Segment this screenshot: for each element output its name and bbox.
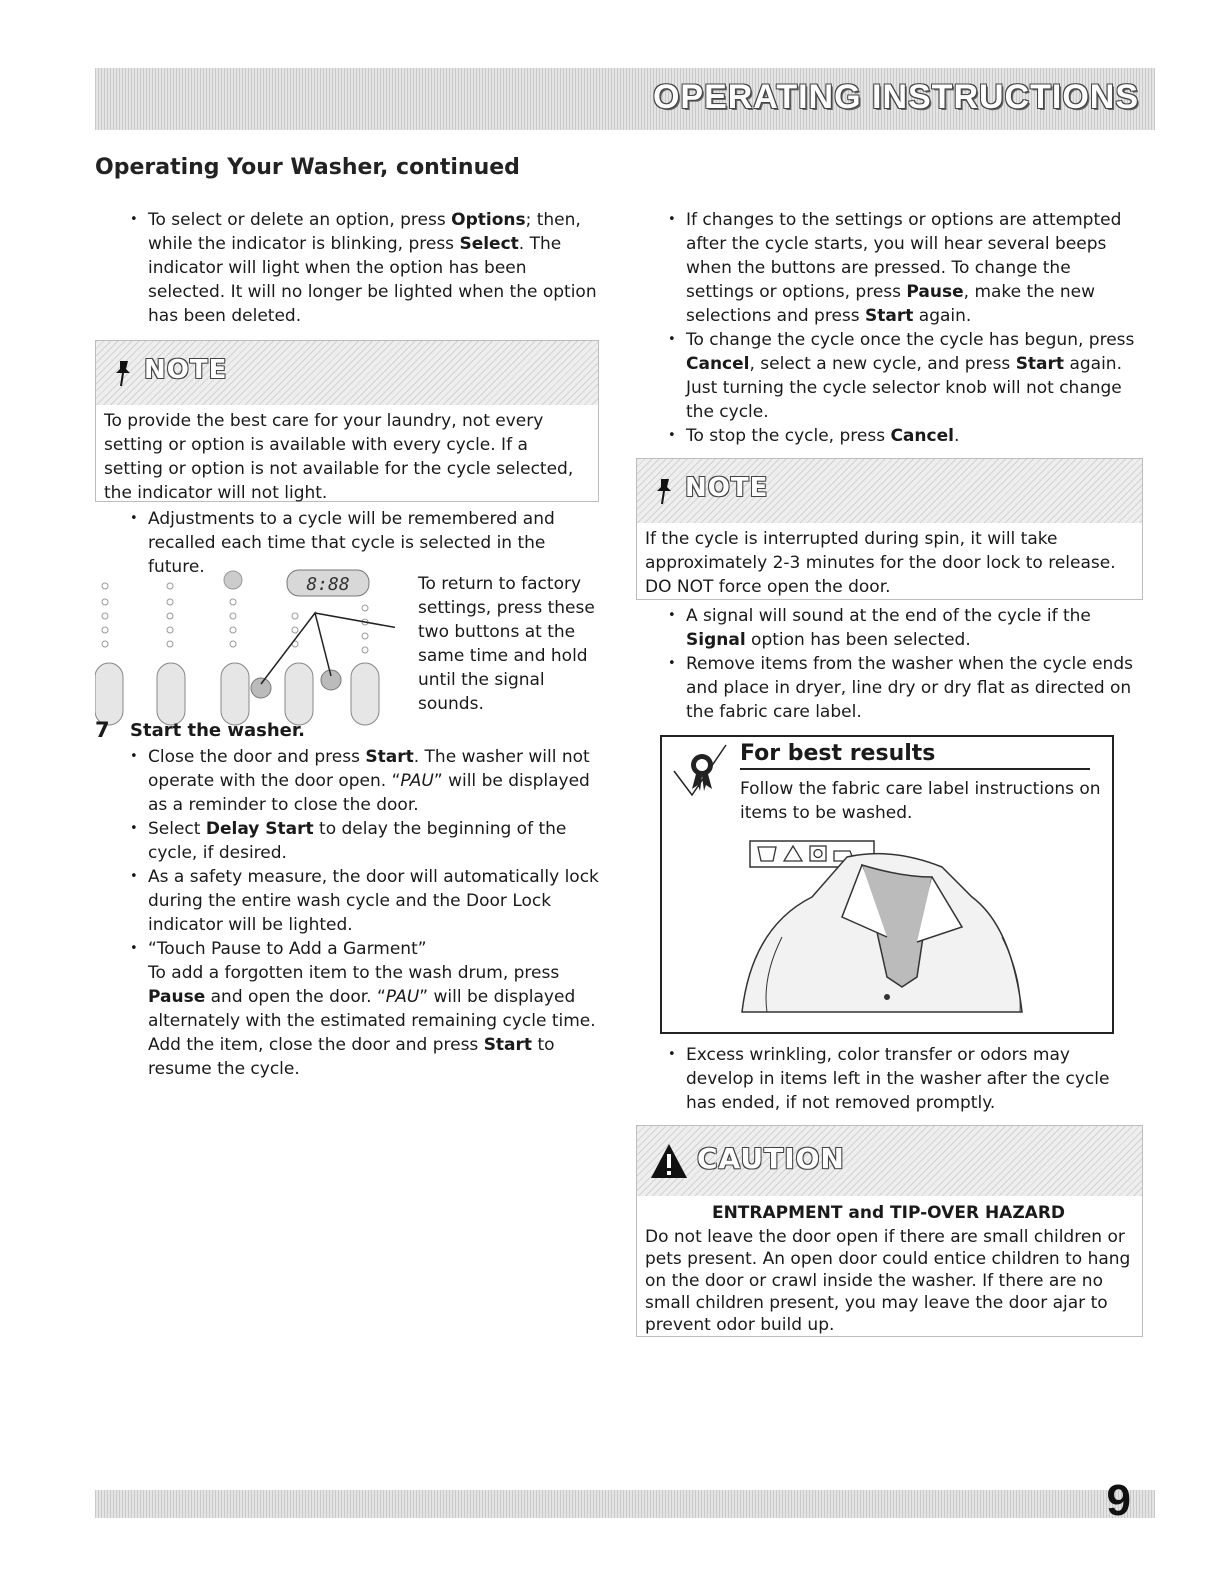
- award-ribbon-icon: [670, 741, 732, 803]
- list-item: • To select or delete an option, press Options; then, while the indicator is blinking, press Select. The indicator will light when the option has been selected. It will no longer be lighted when the option has been deleted.: [130, 208, 605, 328]
- excess-bullet: [668, 1043, 1143, 1115]
- list-item: • Excess wrinkling, color transfer or odors may develop in items left in the washer after the cycle has ended, if not removed promptly.: [668, 1043, 1143, 1115]
- note-header: [96, 341, 598, 405]
- list-item: • Remove items from the washer when the cycle ends and place in dryer, line dry or dry flat as directed on the fabric care label.: [668, 652, 1143, 724]
- right-bullets-top: [668, 208, 1143, 448]
- step-number: 7: [95, 718, 110, 742]
- list-item: • If changes to the settings or options are attempted after the cycle starts, you will hear several beeps when the buttons are pressed. To change the settings or options, press Pause, make the new selections and press Start again.: [668, 208, 1143, 328]
- list-item: • Select Delay Start to delay the beginning of the cycle, if desired.: [130, 817, 605, 865]
- page-number: 9: [1106, 1476, 1131, 1525]
- list-item: • A signal will sound at the end of the cycle if the Signal option has been selected.: [668, 604, 1143, 652]
- caution-label: CAUTION: [697, 1142, 845, 1175]
- warning-triangle-icon: [649, 1142, 689, 1180]
- best-results-box: [660, 735, 1114, 1034]
- header-bar: [95, 68, 1155, 130]
- best-results-text: Follow the fabric care label instructions on items to be washed.: [740, 779, 1101, 823]
- options-bullet: [130, 208, 605, 328]
- note-text: If the cycle is interrupted during spin, it will take approximately 2-3 minutes for the door lock to release. DO NOT force open the door.: [645, 529, 1116, 597]
- caution-header: [637, 1126, 1142, 1196]
- note-text: To provide the best care for your laundry, not every setting or option is available with every cycle. If a setting or option is not available for the cycle selected, the indicator will not light.: [104, 411, 574, 503]
- list-item: • To change the cycle once the cycle has begun, press Cancel, select a new cycle, and press Start again. Just turning the cycle selector knob will not change the cycle.: [668, 328, 1143, 424]
- right-bullets-mid: [668, 604, 1143, 724]
- list-item: • Close the door and press Start. The washer will not operate with the door open. “PAU” will be displayed as a reminder to close the door.: [130, 745, 605, 817]
- footer-bar: [95, 1476, 1155, 1525]
- pushpin-icon: [653, 477, 675, 505]
- page-header-title: OPERATING INSTRUCTIONS: [652, 78, 1139, 116]
- list-item: • As a safety measure, the door will automatically lock during the entire wash cycle and the Door Lock indicator will be lighted.: [130, 865, 605, 937]
- list-item: • Adjustments to a cycle will be remembered and recalled each time that cycle is selected in the future.: [130, 507, 605, 579]
- control-panel-illustration: [95, 568, 395, 733]
- note-box-left: [95, 340, 599, 502]
- best-results-title: For best results: [740, 741, 1090, 770]
- list-item: • To stop the cycle, press Cancel.: [668, 424, 1143, 448]
- note-label: NOTE: [685, 473, 769, 503]
- section-title: Operating Your Washer, continued: [95, 155, 520, 180]
- note-header: [637, 459, 1142, 523]
- pushpin-icon: [112, 359, 134, 387]
- factory-reset-text: To return to factory settings, press these two buttons at the same time and hold until the signal sounds.: [418, 574, 595, 714]
- note-box-right: [636, 458, 1143, 600]
- shirt-illustration: [702, 837, 1102, 1027]
- step-title: Start the washer.: [130, 720, 306, 741]
- note-label: NOTE: [144, 355, 228, 385]
- caution-box: [636, 1125, 1143, 1337]
- caution-text: Do not leave the door open if there are small children or pets present. An open door could entice children to hang on the door or crawl inside the washer. If there are no small children present, you may leave the door ajar to prevent odor build up.: [645, 1227, 1131, 1335]
- caution-subtitle: ENTRAPMENT and TIP-OVER HAZARD: [711, 1203, 1066, 1223]
- list-item: • “Touch Pause to Add a Garment” To add a forgotten item to the wash drum, press Pause and open the door. “PAU” will be displayed alternately with the estimated remaining cycle time. Add the item, close the door and press Start to resume the cycle.: [130, 937, 605, 1081]
- start-bullets: [130, 745, 605, 1081]
- panel-display: 8:88: [306, 574, 350, 595]
